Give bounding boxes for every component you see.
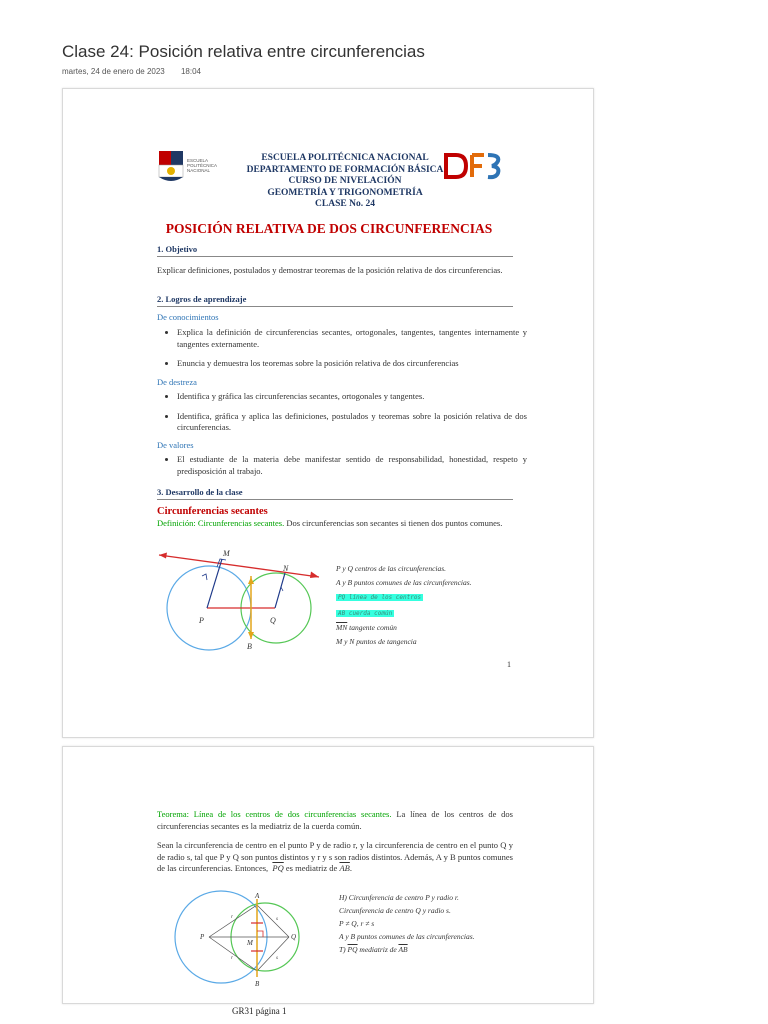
segment-ab: $\overline{AB}$ xyxy=(339,863,350,873)
epn-crest-logo xyxy=(157,149,191,185)
objetivo-text: Explicar definiciones, postulados y demostrar teoremas de la posición relativa de dos circunferencias. xyxy=(157,265,503,275)
thesis-line xyxy=(339,943,475,956)
secantes-title: Circunferencias secantes xyxy=(157,506,268,517)
note-line xyxy=(336,590,472,605)
list-item: • Identifica, gráfica y aplica las definiciones, postulados y teoremas sobre la posición relativa de dos circunferencias. xyxy=(177,411,527,434)
page-footer: GR31 página 1 xyxy=(232,1006,287,1016)
radius-label-r: r xyxy=(231,915,233,920)
hypothesis-line: H) Circunferencia de centro P y radio r. xyxy=(339,893,459,902)
theorem-figure xyxy=(169,889,319,987)
definition-label: Definición: Circunferencias secantes. xyxy=(157,518,285,528)
point-label-n: N xyxy=(283,564,289,573)
note-date: martes, 24 de enero de 2023 xyxy=(62,67,165,76)
note-meta xyxy=(62,67,215,76)
radius-label-s: s xyxy=(276,917,278,922)
page-number: 1 xyxy=(507,660,511,669)
subsection-destreza: De destreza xyxy=(157,377,197,387)
header-line: DEPARTAMENTO DE FORMACIÓN BÁSICA xyxy=(246,164,444,175)
segment-pq: $\overline{PQ}$ xyxy=(272,863,284,873)
conocimientos-list xyxy=(163,327,527,378)
radius-label-r: r xyxy=(231,956,233,961)
segment-ab: $\overline{AB}$ xyxy=(398,945,408,954)
valores-list xyxy=(163,454,527,485)
list-item: • Enuncia y demuestra los teoremas sobre la posición relativa de dos circunferencias xyxy=(177,358,527,370)
note-line xyxy=(336,606,472,621)
subsection-conocimientos: De conocimientos xyxy=(157,312,219,322)
proof-text-end: es mediatriz de xyxy=(283,863,340,873)
point-label-b: B xyxy=(247,642,252,651)
point-label-a: A xyxy=(255,892,260,900)
note-title: Clase 24: Posición relativa entre circunferencias xyxy=(62,42,425,61)
segment-mn: $\overline{MN}$ xyxy=(336,622,348,632)
header-line: CLASE No. 24 xyxy=(315,199,375,209)
destreza-list xyxy=(163,391,527,442)
note-line: M y N puntos de tangencia xyxy=(336,637,417,647)
segment-pq: $\overline{PQ}$ xyxy=(347,945,358,954)
thesis-label: T) xyxy=(339,945,348,954)
epn-logo-text: ESCUELA POLITÉCNICA NACIONAL xyxy=(187,158,217,173)
note-line xyxy=(336,621,472,635)
point-label-b: B xyxy=(255,980,260,988)
hypothesis-line: Circunferencia de centro Q y radio s. xyxy=(339,906,451,915)
highlighted-note: AB cuerda común xyxy=(338,609,393,617)
hypothesis-notes xyxy=(339,891,475,956)
note-time: 18:04 xyxy=(180,67,202,76)
highlighted-note: PQ línea de los centros xyxy=(338,594,422,602)
section-logros: 2. Logros de aprendizaje xyxy=(157,294,513,307)
point-label-q: Q xyxy=(291,933,297,941)
proof-setup: Sean la circunferencia de centro en el punto P y de radio r, y la circunferencia de centro en el punto Q y de radio s, tal que P y Q son puntos distintos y r y s son radios distintos. Además, A y B puntos comunes de las circunferencias. Entonces, $\overline{PQ}$ es mediatriz de $\overline{AB}$. xyxy=(157,840,513,873)
definition-text: Dos circunferencias son secantes si tienen dos puntos comunes. xyxy=(284,518,503,528)
section-objetivo: 1. Objetivo xyxy=(157,244,513,257)
point-label-m: M xyxy=(247,939,253,947)
thesis-text: mediatriz de xyxy=(357,945,399,954)
teorema-label: Teorema: Línea de los centros de dos circunferencias secantes. xyxy=(157,809,392,819)
header-line: CURSO DE NIVELACIÓN xyxy=(288,176,402,186)
main-title: POSICIÓN RELATIVA DE DOS CIRCUNFERENCIAS xyxy=(165,221,493,236)
hypothesis-line: P ≠ Q, r ≠ s xyxy=(339,919,375,928)
list-item: • Identifica y gráfica las circunferencias secantes, ortogonales y tangentes. xyxy=(177,391,527,403)
point-label-p: P xyxy=(200,933,205,941)
institution-header xyxy=(235,153,455,211)
dfb-logo-text: DFB xyxy=(504,182,506,183)
hypothesis-line: A y B puntos comunes de las circunferencias. xyxy=(339,932,475,941)
list-item: • Explica la definición de circunferencias secantes, ortogonales, tangentes, tangentes internamente y tangentes externamente. xyxy=(177,327,527,350)
section-desarrollo: 3. Desarrollo de la clase xyxy=(157,487,513,500)
document-page-2[interactable] xyxy=(62,746,594,1004)
tangent-text: tangente común xyxy=(347,622,397,632)
list-item: • El estudiante de la materia debe manifestar sentido de responsabilidad, honestidad, respeto y predisposición al trabajo. xyxy=(177,454,527,477)
note-line: P y Q centros de las circunferencias. xyxy=(336,564,447,573)
secantes-definition xyxy=(157,518,513,530)
document-page-1[interactable] xyxy=(62,88,594,738)
dfb-logo xyxy=(442,149,504,183)
figure-notes xyxy=(336,562,472,649)
teorema-statement xyxy=(157,809,513,832)
point-label-m: M xyxy=(223,549,230,558)
radius-label-s: s xyxy=(276,956,278,961)
note-line: A y B puntos comunes de las circunferencias. xyxy=(336,578,472,588)
subsection-valores: De valores xyxy=(157,440,194,450)
proof-text: Sean la circunferencia de centro en el punto P y de radio r, y la circunferencia de centro en el punto Q y de radio s, tal que P y Q son puntos distintos y r y s son radios distintos. Además, A y B puntos comunes de las circunferencias. Entonces, xyxy=(157,840,513,873)
header-line: ESCUELA POLITÉCNICA NACIONAL xyxy=(261,153,429,163)
secant-circles-figure xyxy=(159,551,339,651)
point-label-q: Q xyxy=(270,616,276,625)
header-line: GEOMETRÍA Y TRIGONOMETRÍA xyxy=(267,187,423,198)
point-label-p: P xyxy=(199,616,204,625)
teorema-text: La línea de los centros de dos circunferencias secantes es la mediatriz de la cuerda común. xyxy=(157,809,513,831)
